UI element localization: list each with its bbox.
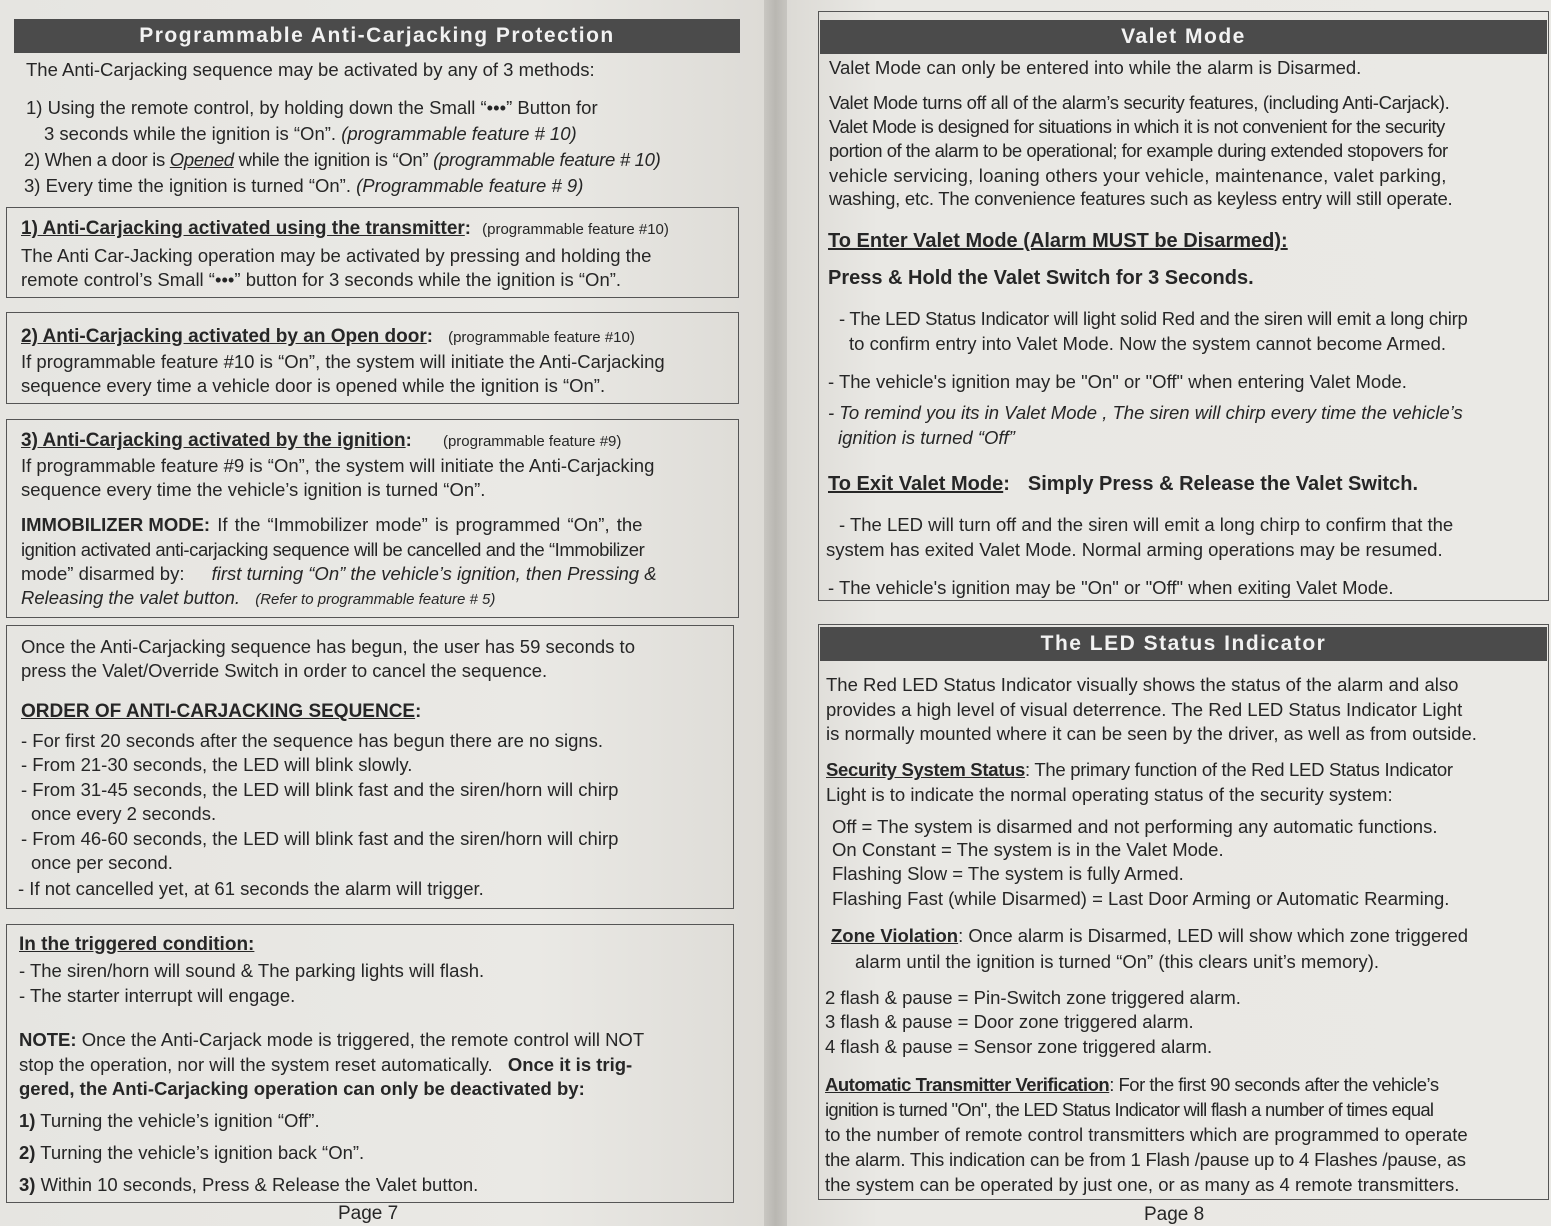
note-line-2: stop the operation, nor will the system reset automatically. Once it is trig- [19,1054,633,1075]
box4-line-1: Once the Anti-Carjacking sequence has begun, the user has 59 seconds to [21,636,635,657]
led-line-2: provides a high level of visual deterrence. The Red LED Status Indicator Light [826,699,1463,720]
security-status-line-2: Light is to indicate the normal operating status of the security system: [826,784,1393,805]
immobilizer-line-3: mode” disarmed by: first turning “On” the vehicle’s ignition, then Pressing & [21,563,657,584]
enter-valet-item-2: - The vehicle's ignition may be "On" or "Off" when entering Valet Mode. [828,371,1407,392]
box3-line-1: If programmable feature #9 is “On”, the system will initiate the Anti-Carjacking [21,455,655,476]
note-label: NOTE: [19,1029,77,1050]
box3-note: (programmable feature #9) [442,433,622,450]
triggered-line-1: - The siren/horn will sound & The parking lights will flash. [19,960,485,981]
atv-line-1: Automatic Transmitter Verification: For the first 90 seconds after the vehicle’s [825,1074,1439,1095]
order-item-4-cont: once per second. [31,852,173,873]
enter-valet-item-3-cont: ignition is turned “Off” [838,427,1015,448]
atv-line-3: to the number of remote control transmitters which are programmed to operate [825,1124,1468,1145]
status-on-constant: On Constant = The system is in the Valet Mode. [832,839,1224,860]
exit-valet-item-2: - The vehicle's ignition may be "On" or "Off" when exiting Valet Mode. [828,577,1394,598]
security-status-title: Security System Status [826,759,1026,780]
zone-violation-line-1: Zone Violation: Once alarm is Disarmed, LED will show which zone triggered [831,925,1469,946]
zone-violation-line-2: alarm until the ignition is turned “On” (this clears unit’s memory). [855,951,1380,972]
led-line-1: The Red LED Status Indicator visually shows the status of the alarm and also [826,674,1459,695]
zone-2-flash: 2 flash & pause = Pin-Switch zone triggered alarm. [825,987,1241,1008]
page-8 [787,0,1551,1226]
atv-title: Automatic Transmitter Verification [825,1074,1110,1095]
valet-line-3: Valet Mode is designed for situations in which it is not convenient for the security [829,116,1445,137]
enter-valet-item-3: - To remind you its in Valet Mode , The siren will chirp every time the vehicle’s [828,402,1463,423]
section-header-led-status: The LED Status Indicator [820,627,1547,661]
method-1-note: (programmable feature # 10) [341,123,577,144]
triggered-title: In the triggered condition: [19,934,255,955]
order-item-3-cont: once every 2 seconds. [31,803,217,824]
enter-valet-item-1-cont: to confirm entry into Valet Mode. Now the system cannot become Armed. [849,333,1447,354]
note-line-1: NOTE: Once the Anti-Carjack mode is triggered, the remote control will NOT [19,1029,645,1050]
box3-line-2: sequence every time the vehicle’s ignition is turned “On”. [21,479,486,500]
method-1-line-2: 3 seconds while the ignition is “On”. (programmable feature # 10) [44,123,577,144]
immobilizer-label: IMMOBILIZER MODE: [21,514,211,535]
valet-line-6: washing, etc. The convenience features such as keyless entry will still operate. [829,188,1453,209]
immobilizer-line-1: IMMOBILIZER MODE: If the “Immobilizer mode” is programmed “On”, the [21,514,643,535]
enter-valet-title: To Enter Valet Mode (Alarm MUST be Disarmed): [828,230,1288,252]
status-flashing-slow: Flashing Slow = The system is fully Armed. [832,863,1184,884]
section-header-anti-carjacking: Programmable Anti-Carjacking Protection [14,19,740,53]
order-item-1: - For first 20 seconds after the sequence has begun there are no signs. [21,730,604,751]
intro-text: The Anti-Carjacking sequence may be activated by any of 3 methods: [26,59,595,80]
deactivate-step-2: 2) Turning the vehicle’s ignition back “On”. [19,1142,365,1163]
triggered-line-2: - The starter interrupt will engage. [19,985,296,1006]
deactivate-step-1: 1) Turning the vehicle’s ignition “Off”. [19,1110,320,1131]
order-item-4: - From 46-60 seconds, the LED will blink fast and the siren/horn will chirp [21,828,619,849]
order-item-3: - From 31-45 seconds, the LED will blink fast and the siren/horn will chirp [21,779,619,800]
page-7 [0,0,764,1226]
box1-title: 1) Anti-Carjacking activated using the transmitter: (programmable feature #10) [21,217,669,239]
valet-line-1: Valet Mode can only be entered into while the alarm is Disarmed. [829,57,1362,78]
box2-line-1: If programmable feature #10 is “On”, the system will initiate the Anti-Carjacking [21,351,665,372]
method-1-line-1: 1) Using the remote control, by holding down the Small “•••” Button for [26,97,598,118]
box2-line-2: sequence every time a vehicle door is opened while the ignition is “On”. [21,375,606,396]
immobilizer-line-2: ignition activated anti-carjacking sequence will be cancelled and the “Immobilizer [21,539,645,560]
exit-valet-title: To Exit Valet Mode [828,473,1004,495]
zone-3-flash: 3 flash & pause = Door zone triggered alarm. [825,1011,1194,1032]
immobilizer-note: (Refer to programmable feature # 5) [255,591,496,608]
method-2-line: 2) When a door is Opened while the ignition is “On” (programmable feature # 10) [24,149,661,170]
enter-valet-item-1: - The LED Status Indicator will light solid Red and the siren will emit a long chirp [839,308,1468,329]
zone-4-flash: 4 flash & pause = Sensor zone triggered alarm. [825,1036,1213,1057]
exit-valet-instruction: Simply Press & Release the Valet Switch. [1027,473,1419,495]
exit-valet-item-1-cont: system has exited Valet Mode. Normal arming operations may be resumed. [826,539,1443,560]
deactivate-step-3: 3) Within 10 seconds, Press & Release the Valet button. [19,1174,479,1195]
method-3-note: (Programmable feature # 9) [356,175,584,196]
box1-note: (programmable feature #10) [482,221,669,238]
exit-valet-line: To Exit Valet Mode: Simply Press & Release the Valet Switch. [828,473,1419,495]
box2-note: (programmable feature #10) [448,329,635,346]
valet-line-2: Valet Mode turns off all of the alarm’s security features, (including Anti-Carjack). [829,92,1450,113]
security-status-line-1: Security System Status: The primary function of the Red LED Status Indicator [826,759,1453,780]
page-number-7: Page 7 [338,1203,399,1224]
note-line-3: gered, the Anti-Carjacking operation can only be deactivated by: [19,1078,585,1099]
box1-line-1: The Anti Car-Jacking operation may be activated by pressing and holding the [21,245,652,266]
led-line-3: is normally mounted where it can be seen by the driver, as well as from outside. [826,723,1477,744]
immobilizer-line-4: Releasing the valet button. (Refer to programmable feature # 5) [21,587,496,608]
order-item-5: - If not cancelled yet, at 61 seconds the alarm will trigger. [18,878,484,899]
box1-line-2: remote control’s Small “•••” button for 3 seconds while the ignition is “On”. [21,269,622,290]
enter-valet-instruction: Press & Hold the Valet Switch for 3 Seconds. [828,267,1254,289]
status-flashing-fast: Flashing Fast (while Disarmed) = Last Door Arming or Automatic Rearming. [832,888,1450,909]
status-off: Off = The system is disarmed and not performing any automatic functions. [832,816,1438,837]
valet-line-5: vehicle servicing, loaning others your vehicle, maintenance, valet parking, [829,165,1447,186]
atv-line-5: the system can be operated by just one, or as many as 4 remote transmitters. [825,1174,1460,1195]
section-header-valet-mode: Valet Mode [820,20,1547,54]
valet-line-4: portion of the alarm to be operational; for example during extended stopovers for [829,140,1448,161]
box2-title: 2) Anti-Carjacking activated by an Open door: (programmable feature #10) [21,325,635,347]
book-gutter [764,0,787,1226]
page-number-8: Page 8 [1144,1204,1205,1225]
box3-title: 3) Anti-Carjacking activated by the ignition: (programmable feature #9) [21,429,622,451]
box4-line-2: press the Valet/Override Switch in order to cancel the sequence. [21,660,548,681]
zone-violation-title: Zone Violation [831,925,959,946]
method-3-line: 3) Every time the ignition is turned “On”. (Programmable feature # 9) [24,175,584,196]
opened-word: Opened [169,149,234,170]
order-title: ORDER OF ANTI-CARJACKING SEQUENCE: [21,700,422,722]
order-item-2: - From 21-30 seconds, the LED will blink slowly. [21,754,413,775]
method-2-note: (programmable feature # 10) [433,149,661,170]
atv-line-4: the alarm. This indication can be from 1 Flash /pause up to 4 Flashes /pause, as [825,1149,1466,1170]
exit-valet-item-1: - The LED will turn off and the siren will emit a long chirp to confirm that the [839,514,1454,535]
atv-line-2: ignition is turned "On", the LED Status Indicator will flash a number of times equal [825,1099,1434,1120]
